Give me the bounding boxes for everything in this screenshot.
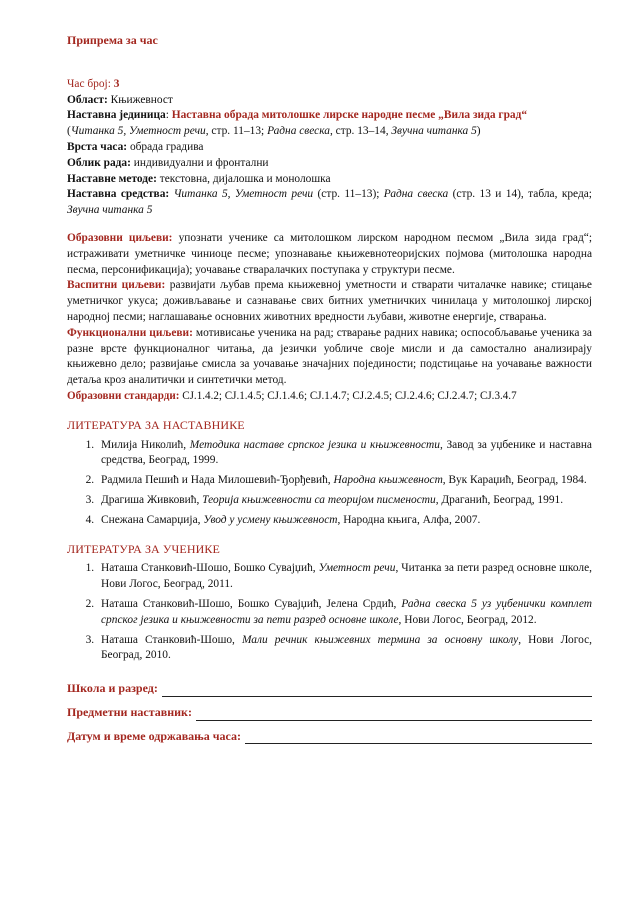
reference-title: Радна свеска 5 уз уџбенички комплет српског језика и књижевности за пети разред основне школе	[101, 597, 592, 626]
reference-author: Радмила Пешић и Нада Милошевић-Ђорђевић,	[101, 474, 334, 487]
lesson-type-row	[67, 140, 592, 156]
list-item	[97, 597, 592, 629]
lesson-number-value: 3	[113, 77, 120, 90]
list-item	[97, 438, 592, 470]
lesson-number-row	[67, 77, 592, 93]
reference-title: Теорија књижевности са теоријом писмености	[202, 493, 436, 506]
teacher-field[interactable]	[67, 705, 592, 721]
teaching-unit-sources	[67, 124, 592, 140]
teaching-unit-label: Наставна јединица	[67, 109, 166, 122]
reference-author: Наташа Станковић-Шошо,	[101, 633, 242, 646]
educational-goals-label: Образовни циљеви:	[67, 231, 173, 244]
reference-details: , Народна књига, Алфа, 2007.	[337, 513, 481, 526]
area-row	[67, 93, 592, 109]
literature-students-heading: ЛИТЕРАТУРА ЗА УЧЕНИКЕ	[67, 541, 220, 556]
lesson-type-label: Врста часа:	[67, 140, 128, 153]
area-label: Област:	[67, 93, 108, 106]
lesson-plan-page	[67, 33, 592, 752]
teacher-line[interactable]	[196, 707, 592, 721]
educational-standards-text: СЈ.1.4.2; СЈ.1.4.5; СЈ.1.4.6; СЈ.1.4.7; СЈ.2.4.5; СЈ.2.4.6; СЈ.2.4.7; СЈ.3.4.7	[182, 389, 517, 402]
sources-pages-1: , стр. 11–13;	[205, 125, 268, 138]
lesson-number-label: Час број:	[67, 77, 111, 90]
work-form-label: Облик рада:	[67, 156, 131, 169]
school-grade-line[interactable]	[162, 683, 592, 697]
reference-details: , Завод за уџбенике и наставна средства, Београд, 1999.	[101, 438, 592, 467]
teacher-label: Предметни наставник:	[67, 704, 192, 719]
reference-author: Драгиша Живковић,	[101, 493, 203, 506]
literature-students-list	[67, 561, 592, 664]
teaching-unit-colon: :	[165, 109, 169, 122]
reference-title: Увод у усмену књижевност	[203, 513, 338, 526]
teaching-unit-value: Наставна обрада митолошке лирске народне песме „Вила зида град“	[171, 109, 528, 122]
page-title: Припрема за час	[67, 33, 158, 47]
reference-title: Уметност речи	[318, 562, 396, 575]
work-form-row	[67, 156, 592, 172]
reference-details: , Читанка за пети разред основне школе, Нови Логос, Београд, 2011.	[101, 562, 592, 591]
sources-open: (	[67, 125, 71, 138]
reference-author: Милија Николић,	[101, 438, 190, 451]
literature-teachers-heading: ЛИТЕРАТУРА ЗА НАСТАВНИКЕ	[67, 417, 245, 432]
list-item	[97, 473, 592, 489]
reference-title: Народна књижевност	[333, 474, 443, 487]
school-grade-label: Школа и разред:	[67, 681, 158, 696]
date-time-line[interactable]	[245, 730, 592, 744]
functional-goals-text: мотивисање ученика на рад; стварање радних навика; оспособљавање ученика за разне врсте функционалног читања, да језички уобличе своје мисли и да самостално анализирају књижевно дело; развијање смисла за уочавање значајних појединости; подстицање на уочавање важности детаља кроз аналитички и синтетички метод.	[67, 326, 592, 387]
aids-pages-2: (стр. 13 и 14), табла, креда;	[448, 188, 592, 201]
date-time-label: Датум и време одржавања часа:	[67, 728, 241, 743]
reference-author: Наташа Станковић-Шошо, Бошко Сувајџић, Јелена Срдић,	[101, 597, 402, 610]
aids-pages-1: (стр. 11–13);	[313, 188, 384, 201]
work-form-value: индивидуални и фронтални	[133, 156, 269, 169]
reference-details: , Нови Логос, Београд, 2010.	[101, 633, 592, 662]
educational-goals	[67, 231, 592, 278]
reference-details: , Нови Логос, Београд, 2012.	[398, 613, 537, 626]
teaching-unit-row	[67, 108, 592, 124]
list-item	[97, 633, 592, 665]
methods-value: текстовна, дијалошка и монолошка	[159, 172, 331, 185]
upbringing-goals-label: Васпитни циљеви:	[67, 279, 166, 292]
upbringing-goals	[67, 278, 592, 325]
sources-workbook: Радна свеска	[267, 125, 330, 138]
aids-audio: Звучна читанка 5	[67, 204, 153, 217]
list-item	[97, 513, 592, 529]
reference-title: Методика наставе српског језика и књижевности	[189, 438, 440, 451]
reference-author: Наташа Станковић-Шошо, Бошко Сувајџић,	[101, 562, 319, 575]
educational-standards	[67, 389, 592, 405]
methods-row	[67, 172, 592, 188]
educational-goals-text: упознати ученике са митолошком лирском народном песмом „Вила зида град“; истраживати уметничке чиниоце песме; упознавање књижевнотеоријских појмова (митолошка народна песма, персонификација); уочавање стваралачких поступака у структури песме.	[67, 231, 592, 276]
list-item	[97, 493, 592, 509]
literature-teachers-list	[67, 438, 592, 529]
teaching-aids-label: Наставна средства:	[67, 188, 170, 201]
reference-title: Мали речник књижевних термина за основну школу	[241, 633, 519, 646]
educational-standards-label: Образовни стандарди:	[67, 389, 180, 402]
date-time-field[interactable]	[67, 729, 592, 745]
sources-textbook: Читанка 5, Уметност речи	[70, 125, 206, 138]
area-value: Књижевност	[110, 93, 173, 106]
methods-label: Наставне методе:	[67, 172, 157, 185]
functional-goals-label: Функционални циљеви:	[67, 326, 193, 339]
teaching-aids-row	[67, 187, 592, 219]
lesson-type-value: обрада градива	[129, 140, 204, 153]
list-item	[97, 561, 592, 593]
aids-textbook: Читанка 5, Уметност речи	[173, 188, 314, 201]
sources-pages-2: , стр. 13–14,	[329, 125, 392, 138]
reference-details: , Вук Караџић, Београд, 1984.	[442, 474, 587, 487]
reference-details: , Драганић, Београд, 1991.	[435, 493, 564, 506]
school-grade-field[interactable]	[67, 681, 592, 697]
sources-audio: Звучна читанка 5	[391, 125, 477, 138]
reference-author: Снежана Самарџија,	[101, 513, 204, 526]
upbringing-goals-text: развијати љубав према књижевној уметности и стварати читалачке навике; стицање уметничког укуса; доживљавање и сазнавање свих битних уметничких чинилаца у митолошкој лирској народној песми; наглашавање основних животних вредности љубави, животне енергије, стварања.	[67, 279, 592, 323]
functional-goals	[67, 326, 592, 389]
aids-workbook: Радна свеска	[383, 188, 449, 201]
sources-close: )	[476, 125, 481, 138]
